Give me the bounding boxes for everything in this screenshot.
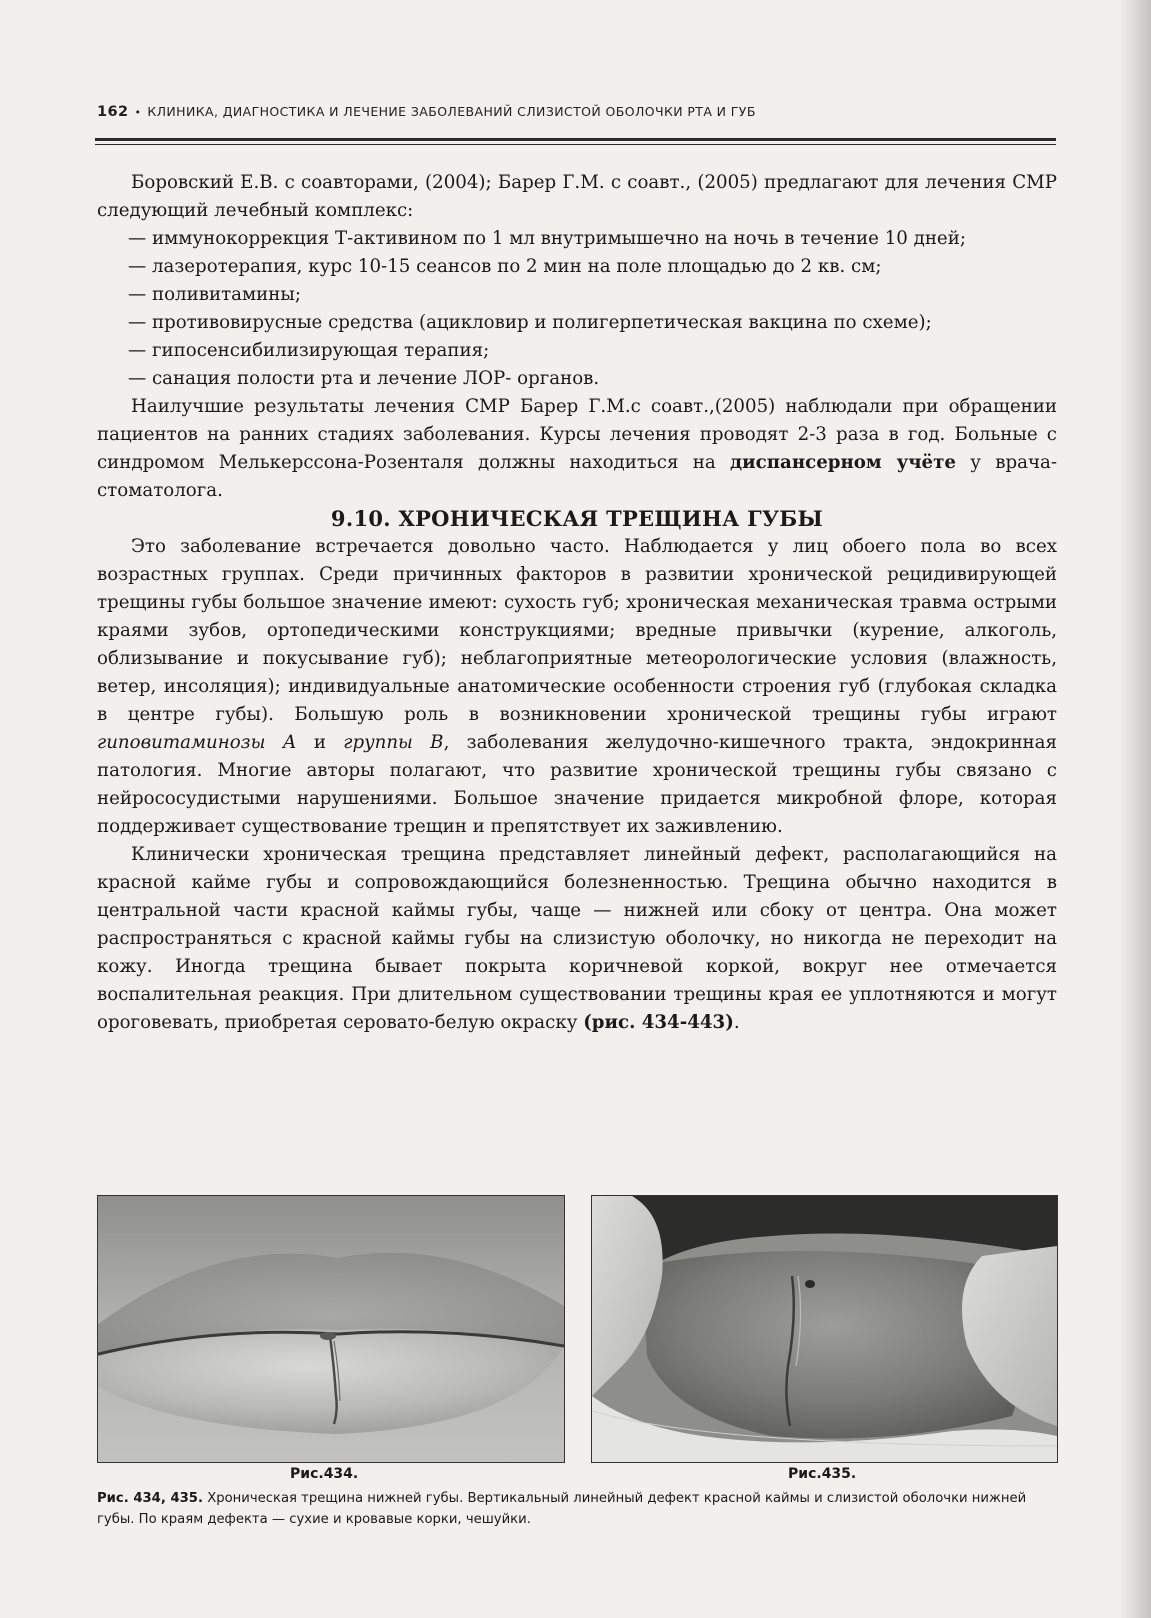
figure-435-label: Рис.435. bbox=[788, 1466, 857, 1482]
list-item: — поливитамины; bbox=[128, 284, 301, 305]
figure-434-photo bbox=[97, 1195, 565, 1463]
results-text: Наилучшие результаты лечения СМР Барер Г.М.с соавт.,(2005) наблюдали при обращении пациентов на ранних стадиях заболевания. Курсы лечения проводят 2-3 раза в год. Больные с синдромом Мелькерссона-Розенталя должны находиться на bbox=[97, 396, 1057, 473]
figure-435-photo bbox=[591, 1195, 1058, 1463]
p1-italic-1: гиповитаминозы А bbox=[97, 732, 297, 753]
scan-page-edge bbox=[1119, 0, 1151, 1618]
figure-434-label: Рис.434. bbox=[290, 1466, 359, 1482]
caption-text: Хроническая трещина нижней губы. Вертикальный линейный дефект красной каймы и слизистой оболочки нижней губы. По краям дефекта — сухие и кровавые корки, чешуйки. bbox=[97, 1491, 1027, 1527]
treatment-list bbox=[97, 225, 1057, 393]
p1-text-a: Это заболевание встречается довольно часто. Наблюдается у лиц обоего пола во всех возрастных группах. Среди причинных факторов в развитии хронической рецидивирующей трещины губы большое значение имеют: сухость губ; хроническая механическая травма острыми краями зубов, ортопедическими конструкциями; вредные привычки (курение, алкоголь, облизывание и покусывание губ); неблагоприятные метеорологические условия (влажность, ветер, инсоляция); индивидуальные анатомические особенности строения губ (глубокая складка в центре губы). Большую роль в возникновении хронической трещины губы играют bbox=[97, 536, 1057, 725]
caption-ref: Рис. 434, 435. bbox=[97, 1491, 203, 1506]
p1-and: и bbox=[296, 732, 344, 753]
section-paragraph-1 bbox=[97, 533, 1057, 841]
header-rule-thick bbox=[95, 138, 1056, 141]
list-item: — лазеротерапия, курс 10-15 сеансов по 2 мин на поле площадью до 2 кв. см; bbox=[128, 256, 882, 277]
p1-italic-2: группы В bbox=[343, 732, 444, 753]
list-item: — противовирусные средства (ацикловир и полигерпетическая вакцина по схеме); bbox=[128, 312, 932, 333]
figure-reference: (рис. 434-443) bbox=[583, 1012, 734, 1033]
figure-caption bbox=[97, 1488, 1057, 1530]
list-item: — гипосенсибилизирующая терапия; bbox=[128, 340, 490, 361]
p2-end: . bbox=[733, 1012, 740, 1033]
results-tail: у врача-стоматолога. bbox=[97, 452, 1057, 501]
list-item: — санация полости рта и лечение ЛОР- органов. bbox=[128, 368, 600, 389]
page-body bbox=[97, 169, 1057, 1037]
running-header bbox=[97, 104, 1057, 120]
section-paragraph-2 bbox=[97, 841, 1057, 1037]
results-paragraph bbox=[97, 393, 1057, 505]
header-rule-thin bbox=[95, 144, 1056, 145]
results-bold-term: диспансерном учёте bbox=[730, 452, 956, 473]
section-title: 9.10. ХРОНИЧЕСКАЯ ТРЕЩИНА ГУБЫ bbox=[330, 506, 824, 531]
running-title: КЛИНИКА, ДИАГНОСТИКА И ЛЕЧЕНИЕ ЗАБОЛЕВАНИЙ СЛИЗИСТОЙ ОБОЛОЧКИ РТА И ГУБ bbox=[147, 104, 756, 119]
list-item: — иммунокоррекция Т-активином по 1 мл внутримышечно на ночь в течение 10 дней; bbox=[128, 228, 966, 249]
p1-text-b: , заболевания желудочно-кишечного тракта, эндокринная патология. Многие авторы полагают, что развитие хронической трещины губы связано с нейрососудистыми нарушениями. Большое значение придается микробной флоре, которая поддерживает существование трещин и препятствует их заживлению. bbox=[97, 732, 1057, 837]
intro-paragraph: Боровский Е.В. с соавторами, (2004); Барер Г.М. с соавт., (2005) предлагают для лечения СМР следующий лечебный комплекс: bbox=[97, 172, 1057, 221]
header-bullet: • bbox=[134, 106, 142, 119]
page-number: 162 bbox=[97, 104, 129, 120]
p2-text: Клинически хроническая трещина представляет линейный дефект, располагающийся на красной кайме губы и сопровождающийся болезненностью. Трещина обычно находится в центральной части красной каймы губы, чаще — нижней или сбоку от центра. Она может распространяться с красной каймы губы на слизистую оболочку, но никогда не переходит на кожу. Иногда трещина бывает покрыта коричневой коркой, вокруг нее отмечается воспалительная реакция. При длительном существовании трещины края ее уплотняются и могут ороговевать, приобретая серовато-белую окраску bbox=[97, 844, 1057, 1033]
